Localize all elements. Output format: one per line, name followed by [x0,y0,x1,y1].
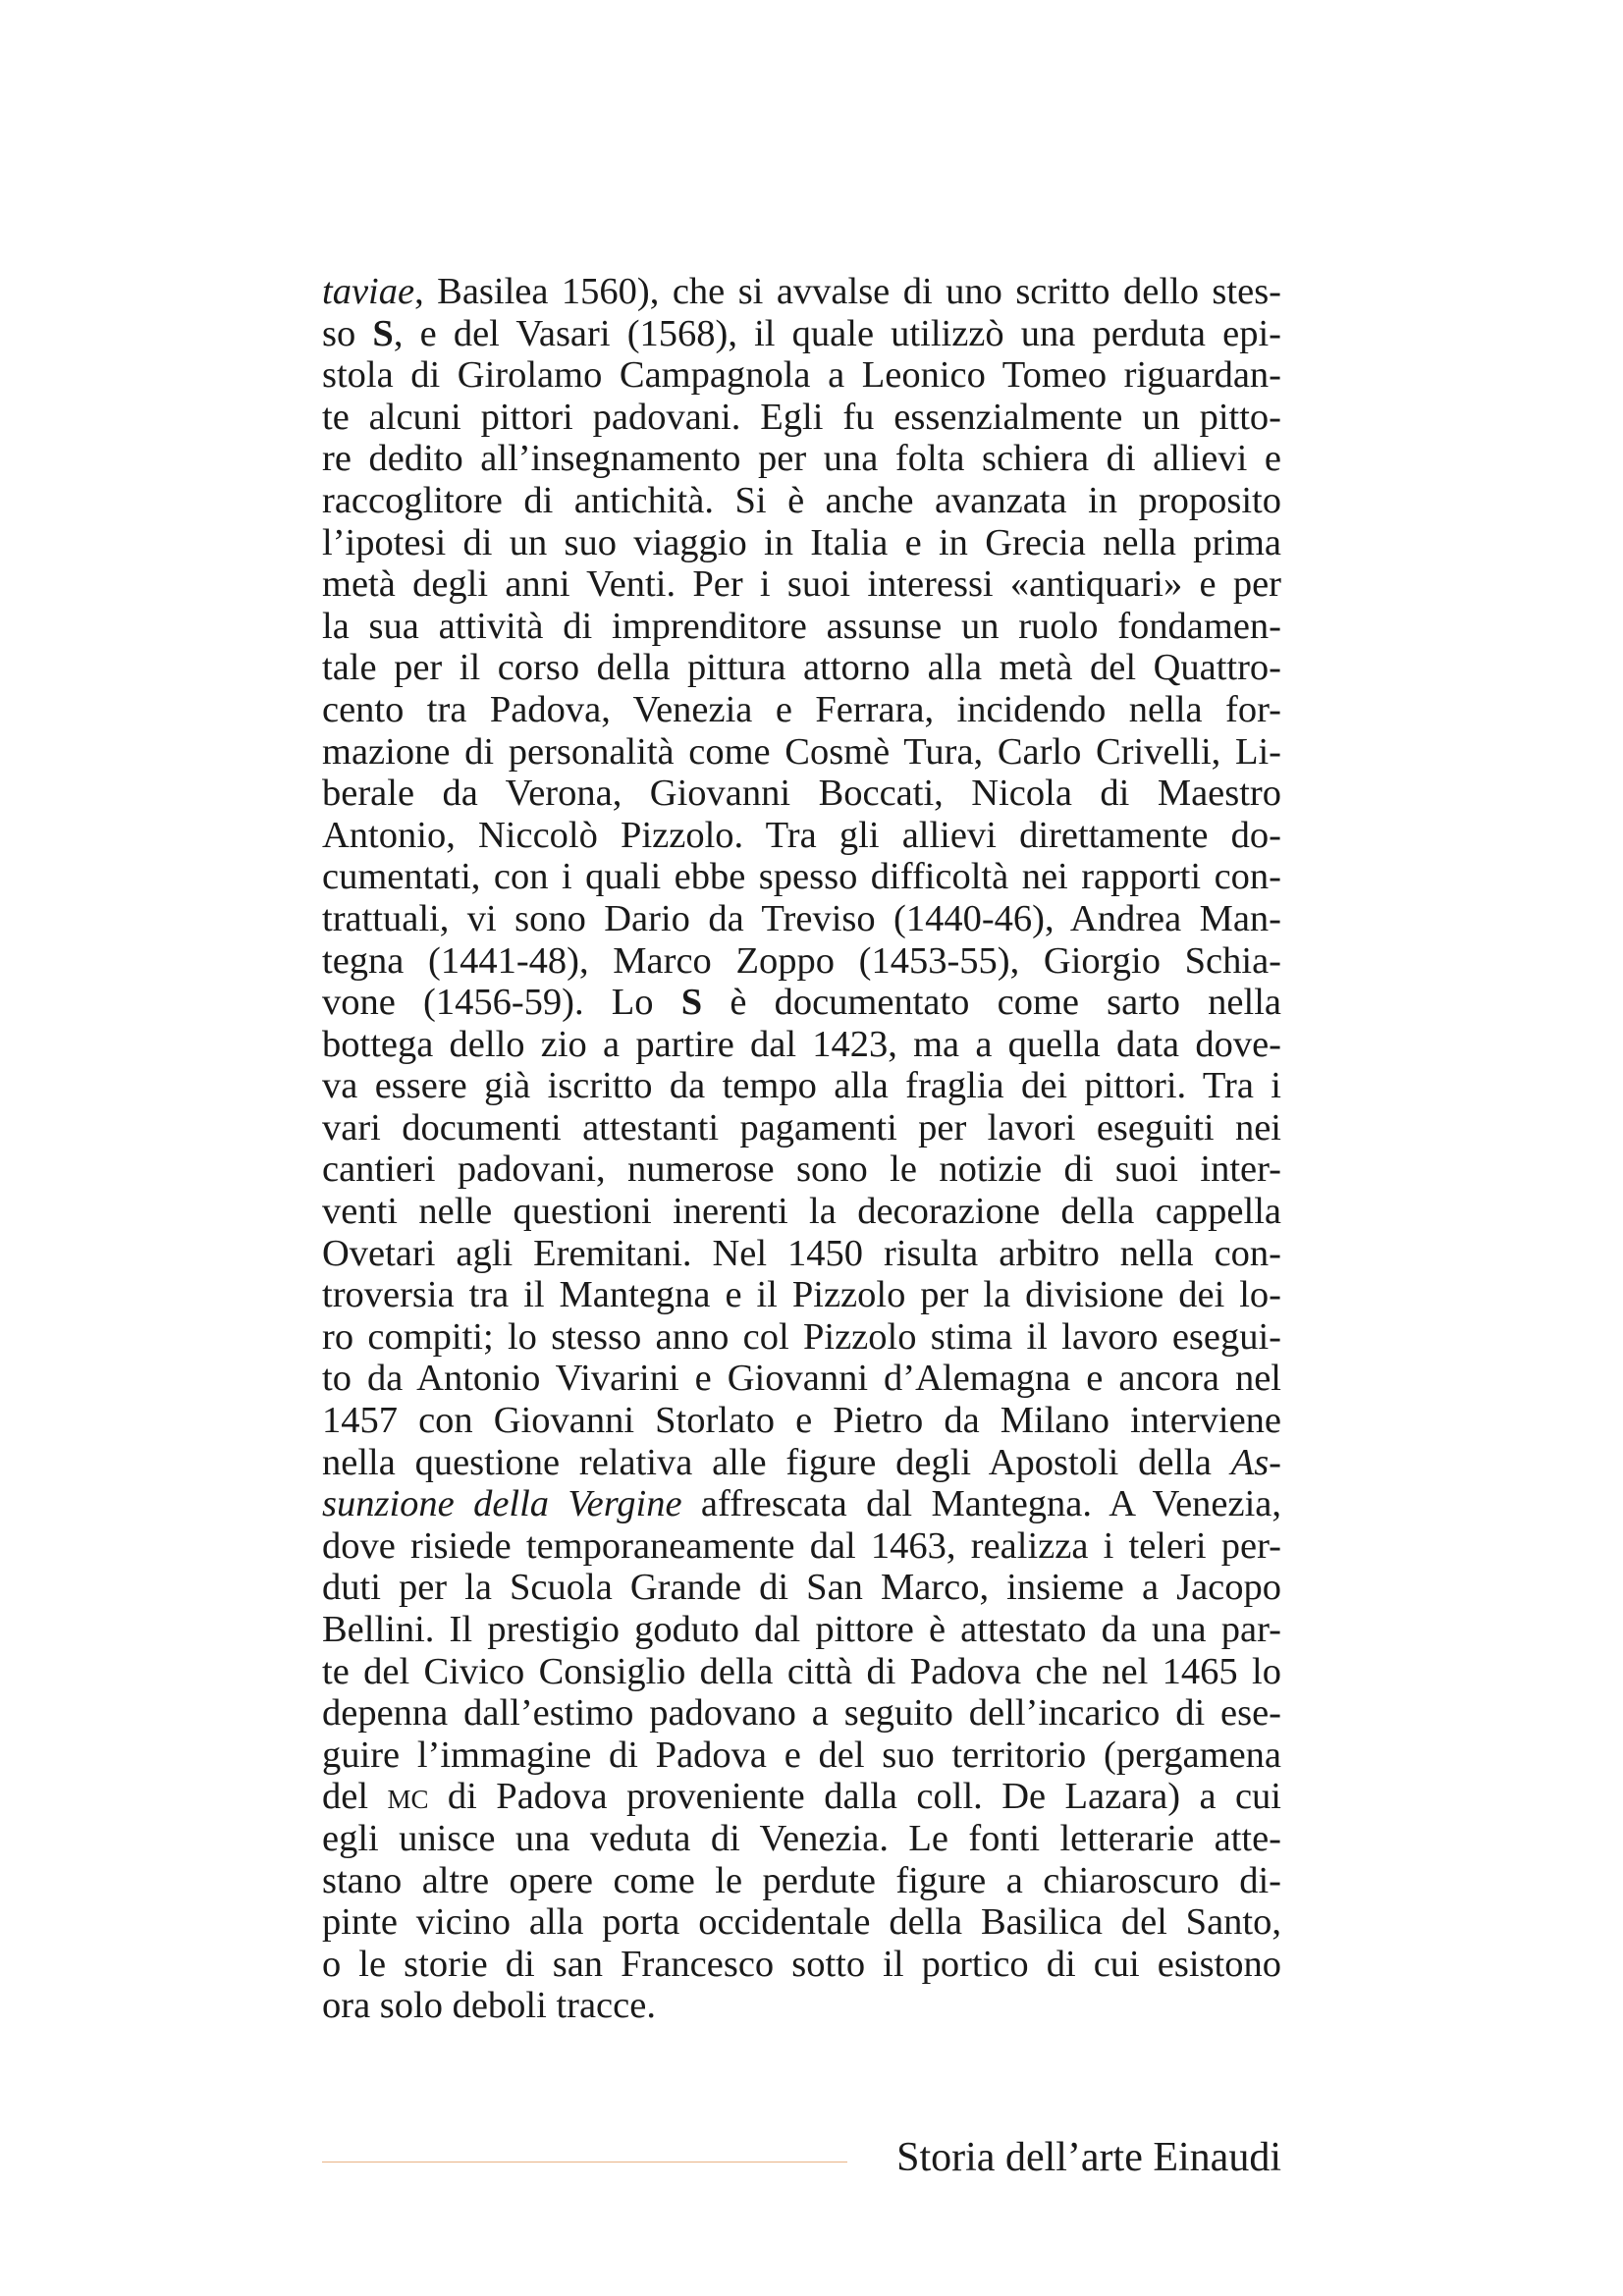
text-run: so [322,312,373,354]
smallcaps-text: mc [387,1776,429,1818]
page-footer [322,2128,1281,2187]
text-run: affrescata dal Mantegna. A Venezia, [681,1483,1281,1525]
text-line [322,1107,1281,1149]
bold-text: S [680,982,703,1024]
text-line [322,1024,1281,1066]
text-run: cento tra Padova, Venezia e Ferrara, incidendo nella for- [322,688,1281,730]
text-line [322,1651,1281,1693]
text-line [322,1692,1281,1735]
article-body [322,271,1281,2027]
text-line [322,354,1281,397]
text-run: troversia tra il Mantegna e il Pizzolo per la divisione dei lo- [322,1274,1281,1316]
text-line [322,1525,1281,1568]
text-run: re dedito all’insegnamento per una folta schiera di allievi e [322,438,1281,480]
text-run: di Padova proveniente dalla coll. De Lazara) a cui [428,1776,1281,1818]
text-line [322,940,1281,983]
text-run: vone (1456-59). Lo [322,982,681,1024]
text-run: , Basilea 1560), che si avvalse di uno scritto dello stes- [414,271,1281,312]
text-run: va essere già iscritto da tempo alla fraglia dei pittori. Tra i [322,1065,1281,1107]
text-run: tegna (1441-48), Marco Zoppo (1453-55), Giorgio Schia- [322,939,1281,982]
text-run: to da Antonio Vivarini e Giovanni d’Alemagna e ancora nel [322,1358,1281,1400]
text-line [322,480,1281,522]
text-line [322,1442,1281,1484]
text-line [322,271,1281,313]
text-line [322,856,1281,898]
text-line [322,397,1281,439]
text-run: bottega dello zio a partire dal 1423, ma a quella data dove- [322,1023,1281,1065]
text-line [322,1400,1281,1442]
text-run: ora solo deboli tracce. [322,1985,656,2027]
text-run: berale da Verona, Giovanni Boccati, Nicola di Maestro [322,773,1281,815]
text-line [322,1735,1281,1777]
text-line [322,731,1281,774]
text-run: stano altre opere come le perdute figure a chiaroscuro di- [322,1859,1281,1901]
text-run: cantieri padovani, numerose sono le notizie di suoi inter- [322,1148,1281,1191]
text-line [322,1567,1281,1609]
text-run: 1457 con Giovanni Storlato e Pietro da Milano interviene [322,1400,1281,1442]
text-line [322,1985,1281,2027]
text-run: metà degli anni Venti. Per i suoi interessi «antiquari» e per [322,563,1281,606]
text-line [322,1776,1281,1818]
text-line [322,1065,1281,1107]
text-run: l’ipotesi di un suo viaggio in Italia e in Grecia nella prima [322,521,1281,563]
text-line [322,563,1281,606]
text-run: duti per la Scuola Grande di San Marco, insieme a Jacopo [322,1567,1281,1609]
text-line [322,1483,1281,1525]
text-line [322,522,1281,564]
text-run: te del Civico Consiglio della città di Padova che nel 1465 lo [322,1650,1281,1692]
text-line [322,1944,1281,1986]
text-line [322,1818,1281,1860]
italic-text: As- [1230,1441,1281,1483]
text-run: cumentati, con i quali ebbe spesso difficoltà nei rapporti con- [322,856,1281,898]
text-run: è documentato come sarto nella [702,982,1281,1024]
text-line [322,1233,1281,1275]
text-line [322,1860,1281,1902]
text-run: guire l’immagine di Padova e del suo territorio (pergamena [322,1734,1281,1776]
text-line [322,438,1281,480]
text-run: depenna dall’estimo padovano a seguito dell’incarico di ese- [322,1692,1281,1735]
bold-text: S [372,312,394,354]
text-line [322,815,1281,857]
text-line [322,1901,1281,1944]
text-line [322,689,1281,731]
italic-text: taviae [322,271,415,312]
text-run: Antonio, Niccolò Pizzolo. Tra gli allievi direttamente do- [322,814,1281,856]
text-run: del [322,1776,388,1818]
text-line [322,898,1281,940]
text-run: Bellini. Il prestigio goduto dal pittore è attestato da una par- [322,1609,1281,1650]
text-line [322,1148,1281,1191]
text-line [322,1191,1281,1233]
text-run: mazione di personalità come Cosmè Tura, Carlo Crivelli, Li- [322,730,1281,773]
text-run: , e del Vasari (1568), il quale utilizzò una perduta epi- [393,312,1281,354]
text-run: egli unisce una veduta di Venezia. Le fonti letterarie atte- [322,1817,1281,1859]
text-run: ro compiti; lo stesso anno col Pizzolo stima il lavoro esegui- [322,1315,1281,1358]
italic-text: sunzione della Vergine [322,1483,682,1525]
text-run: Ovetari agli Eremitani. Nel 1450 risulta arbitro nella con- [322,1232,1281,1274]
text-line [322,647,1281,689]
text-run: o le storie di san Francesco sotto il portico di cui esistono [322,1943,1281,1985]
text-line [322,1316,1281,1359]
text-run: te alcuni pittori padovani. Egli fu essenzialmente un pitto- [322,396,1281,438]
text-line [322,606,1281,648]
footer-rule [322,2162,847,2163]
text-line [322,313,1281,355]
text-run: vari documenti attestanti pagamenti per lavori eseguiti nei [322,1106,1281,1148]
text-line [322,1358,1281,1400]
text-line [322,1609,1281,1651]
text-run: trattuali, vi sono Dario da Treviso (1440-46), Andrea Man- [322,897,1281,939]
text-run: pinte vicino alla porta occidentale della Basilica del Santo, [322,1901,1281,1944]
text-run: nella questione relativa alle figure degli Apostoli della [322,1441,1231,1483]
text-run: stola di Girolamo Campagnola a Leonico Tomeo riguardan- [322,354,1281,397]
text-line [322,773,1281,815]
text-run: tale per il corso della pittura attorno alla metà del Quattro- [322,647,1281,689]
text-line [322,982,1281,1024]
text-run: venti nelle questioni inerenti la decorazione della cappella [322,1191,1281,1233]
text-run: la sua attività di imprenditore assunse un ruolo fondamen- [322,605,1281,647]
footer-title: Storia dell’arte Einaudi [896,2135,1281,2180]
text-line [322,1274,1281,1316]
text-run: raccoglitore di antichità. Si è anche avanzata in proposito [322,479,1281,521]
text-run: dove risiede temporaneamente dal 1463, realizza i teleri per- [322,1524,1281,1567]
